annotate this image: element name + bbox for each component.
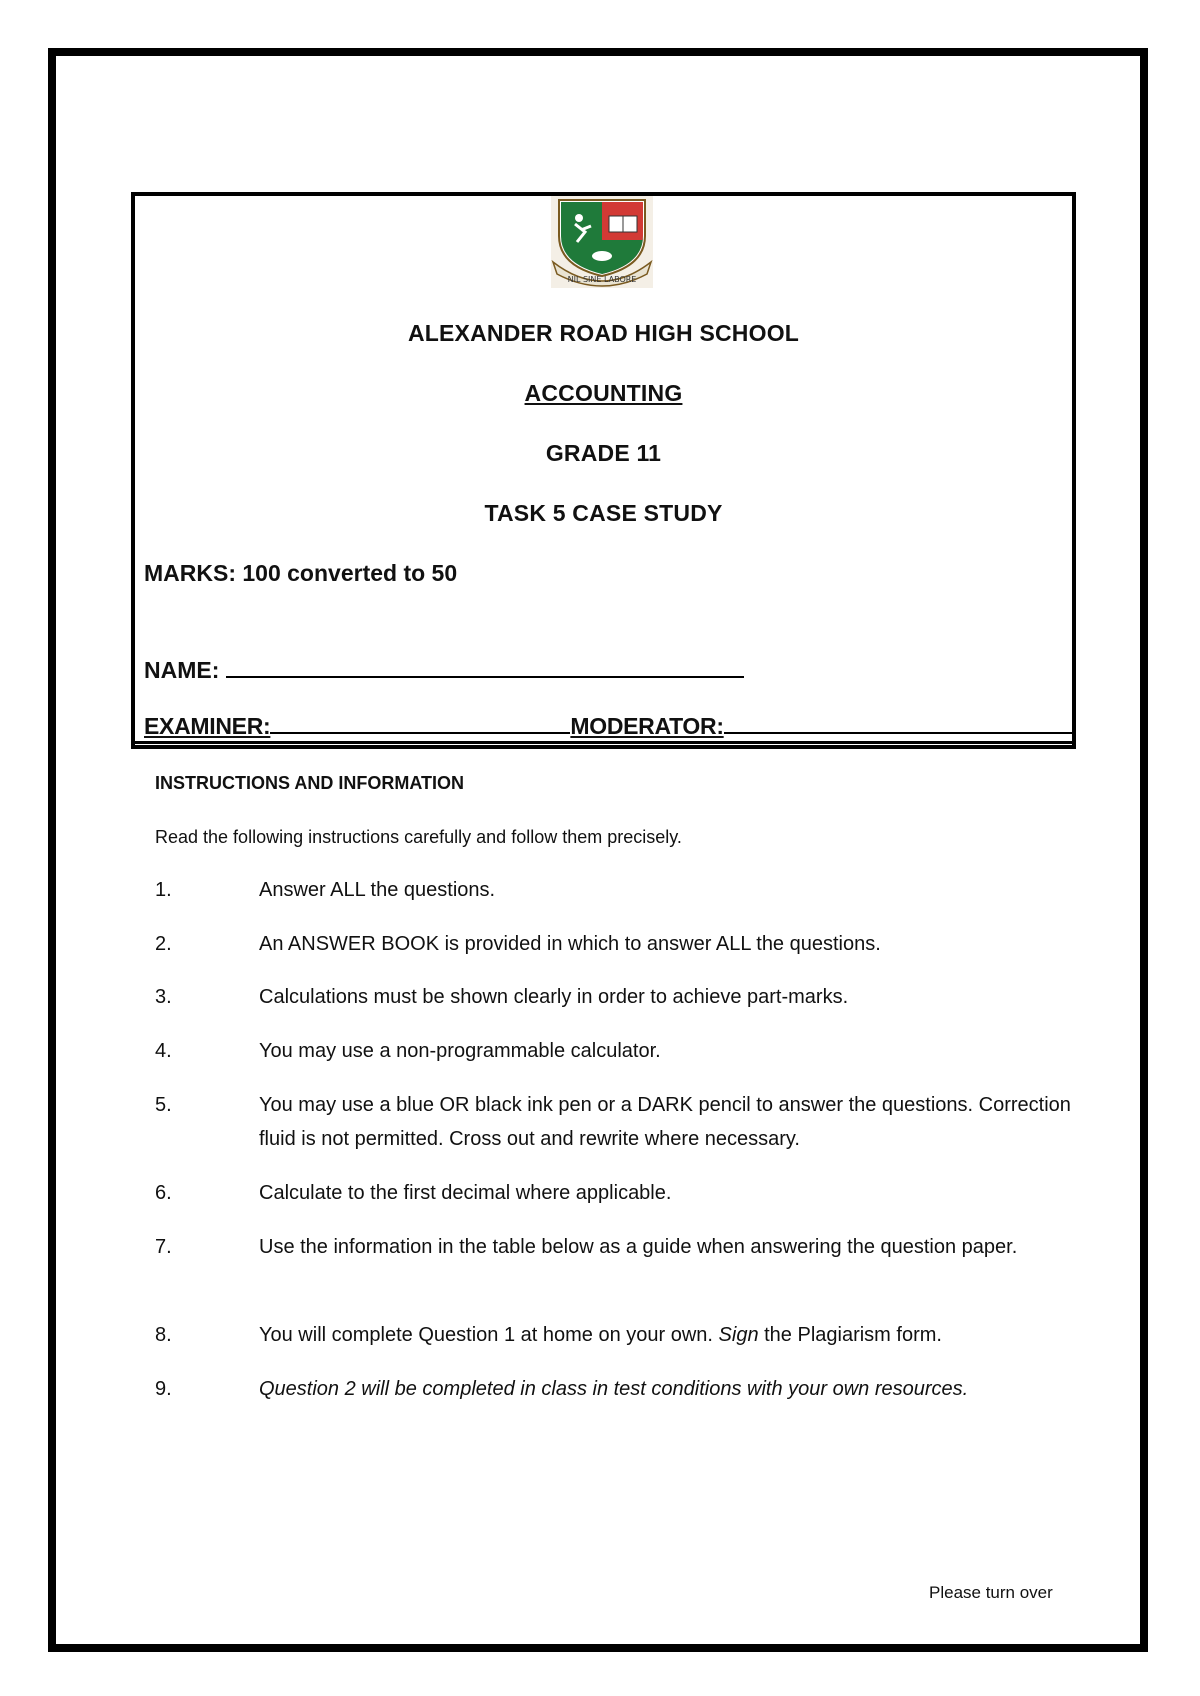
task-title: TASK 5 CASE STUDY [484, 500, 723, 526]
name-label: NAME: [144, 657, 220, 683]
item-text-emphasis: Sign [718, 1324, 759, 1346]
marks-info: MARKS: 100 converted to 50 [144, 560, 458, 586]
item-text: You may use a non-programmable calculator. [259, 1040, 661, 1062]
item-number: 6. [155, 1182, 172, 1204]
item-text: An ANSWER BOOK is provided in which to answer ALL the questions. [259, 933, 881, 955]
signature-row [144, 713, 1076, 740]
item-number: 8. [155, 1324, 172, 1346]
subject-title: ACCOUNTING [524, 380, 683, 406]
item-text: Answer ALL the questions. [259, 879, 496, 901]
moderator-field[interactable] [724, 714, 1076, 734]
item-number: 5. [155, 1094, 172, 1116]
item-number: 7. [155, 1236, 172, 1258]
examiner-field[interactable] [270, 714, 570, 734]
item-number: 3. [155, 986, 172, 1008]
item-text [259, 1318, 1079, 1352]
cover-divider [135, 741, 1072, 744]
svg-text:NIL SINE LABORE: NIL SINE LABORE [567, 275, 637, 284]
item-number: 9. [155, 1378, 172, 1400]
item-text: Calculations must be shown clearly in order to achieve part-marks. [259, 986, 849, 1008]
moderator-label: MODERATOR: [570, 713, 724, 739]
item-text: Question 2 will be completed in class in test conditions with your own resources. [259, 1378, 969, 1400]
item-text: You may use a blue OR black ink pen or a DARK pencil to answer the questions. Correction fluid is not permitted. Cross out and rewrite where necessary. [259, 1094, 1071, 1150]
item-number: 1. [155, 879, 172, 901]
item-number: 4. [155, 1040, 172, 1062]
name-row [144, 657, 744, 684]
item-text: Calculate to the first decimal where applicable. [259, 1182, 672, 1204]
item-number: 2. [155, 933, 172, 955]
item-text-part: You will complete Question 1 at home on your own. [259, 1324, 719, 1346]
please-turn-over: Please turn over [929, 1583, 1053, 1602]
school-crest-logo [551, 196, 653, 288]
school-name: ALEXANDER ROAD HIGH SCHOOL [407, 320, 800, 346]
item-text-part: the Plagiarism form. [758, 1324, 942, 1346]
instructions-intro: Read the following instructions carefully and follow them precisely. [155, 827, 682, 847]
instructions-heading: INSTRUCTIONS AND INFORMATION [155, 773, 464, 793]
grade: GRADE 11 [545, 440, 662, 466]
examiner-label: EXAMINER: [144, 713, 271, 739]
name-field[interactable] [226, 658, 744, 678]
item-text: Use the information in the table below as a guide when answering the question paper. [259, 1236, 1018, 1258]
